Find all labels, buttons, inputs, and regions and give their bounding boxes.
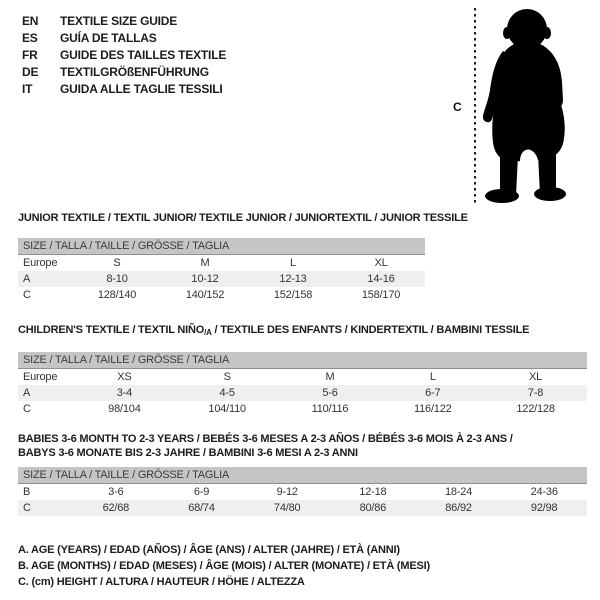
note-age-years: A. AGE (YEARS) / EDAD (AÑOS) / ÂGE (ANS) / ALTER (JAHRE) / ETÀ (ANNI) [18, 544, 400, 556]
table-cell: XL [374, 257, 388, 269]
table-cell: 122/128 [516, 403, 555, 415]
language-code: FR [22, 47, 38, 62]
table-cell: 80/86 [359, 502, 387, 514]
table-cell: 152/158 [273, 289, 313, 301]
language-list [22, 12, 226, 97]
language-code: DE [22, 64, 39, 79]
table-row [18, 271, 425, 287]
legend-notes [18, 542, 587, 590]
size-header-bar: SIZE / TALLA / TAILLE / GRÖSSE / TAGLIA [18, 352, 587, 369]
language-row-es [22, 29, 226, 46]
table-cell: 5-6 [322, 387, 338, 399]
table-cell: L [429, 371, 436, 383]
table-cell: S [113, 257, 121, 269]
language-row-it [22, 80, 226, 97]
children-section-title [18, 324, 587, 339]
table-cell: 18-24 [444, 486, 473, 498]
table-cell: XL [529, 371, 543, 383]
table-cell: 12-13 [279, 273, 307, 285]
baby-silhouette [478, 4, 590, 208]
children-table [18, 352, 587, 417]
language-code: IT [22, 81, 33, 96]
row-label: Europe [23, 257, 58, 269]
table-cell: 4-5 [219, 387, 235, 399]
language-title: GUIDE DES TAILLES TEXTILE [60, 47, 227, 62]
babies-table [18, 467, 587, 516]
language-title: GUÍA DE TALLAS [60, 30, 157, 45]
table-cell: 140/152 [185, 289, 225, 301]
table-cell: 86/92 [445, 502, 472, 514]
junior-section-title: JUNIOR TEXTILE / TEXTIL JUNIOR/ TEXTILE JUNIOR / JUNIORTEXTIL / JUNIOR TESSILE [18, 212, 468, 224]
size-tables [18, 212, 587, 590]
language-title: GUIDA ALLE TAGLIE TESSILI [60, 81, 223, 96]
height-figure [445, 0, 600, 215]
table-cell: 104/110 [208, 403, 246, 415]
table-cell: 6-7 [425, 387, 441, 399]
table-row [18, 369, 587, 385]
height-dotted-line [474, 8, 476, 206]
note-height-cm: C. (cm) HEIGHT / ALTURA / HAUTEUR / HÖHE / ALTEZZA [18, 576, 305, 588]
table-row [18, 287, 425, 303]
language-title: TEXTILGRÖßENFÜHRUNG [60, 64, 209, 79]
table-cell: 74/80 [273, 502, 301, 514]
table-cell: XS [117, 371, 132, 383]
table-cell: 68/74 [188, 502, 215, 514]
table-cell: 12-18 [359, 486, 387, 498]
language-title: TEXTILE SIZE GUIDE [60, 13, 178, 28]
table-row [18, 255, 425, 271]
table-cell: 7-8 [527, 387, 544, 399]
junior-table [18, 238, 425, 303]
table-cell: 116/122 [414, 403, 452, 415]
language-code: ES [22, 30, 38, 45]
table-row [18, 385, 587, 401]
note-age-months: B. AGE (MONTHS) / EDAD (MESES) / ÂGE (MOIS) / ALTER (MONATE) / ETÀ (MESI) [18, 560, 430, 572]
table-cell: M [200, 257, 210, 269]
table-cell: 9-12 [276, 486, 298, 498]
table-cell: S [223, 371, 231, 383]
table-cell: 92/98 [530, 502, 558, 514]
babies-section-title-line1: BABIES 3-6 MONTH TO 2-3 YEARS / BEBÉS 3-6 MESES A 2-3 AÑOS / BÉBÉS 3-6 MOIS À 2-3 ANS / [18, 433, 513, 445]
children-title-pre: CHILDREN'S TEXTILE / TEXTIL NIÑO [18, 324, 205, 336]
babies-section-title-line2: BABYS 3-6 MONATE BIS 2-3 JAHRE / BAMBINI 3-6 MESI A 2-3 ANNI [18, 447, 358, 459]
row-label: B [23, 486, 31, 498]
table-cell: 3-4 [116, 387, 133, 399]
table-cell: 62/68 [102, 502, 130, 514]
row-label: C [23, 403, 31, 415]
table-row [18, 500, 587, 516]
row-label: A [23, 387, 31, 399]
size-header-bar: SIZE / TALLA / TAILLE / GRÖSSE / TAGLIA [18, 467, 587, 484]
language-row-en [22, 12, 226, 29]
junior-section [18, 212, 587, 303]
row-label: Europe [23, 371, 58, 383]
table-row [18, 484, 587, 500]
table-cell: 24-36 [530, 486, 558, 498]
table-cell: 10-12 [191, 273, 219, 285]
language-row-fr [22, 46, 226, 63]
babies-section [18, 432, 587, 516]
table-cell: 14-16 [367, 273, 395, 285]
language-row-de [22, 63, 226, 80]
table-row [18, 401, 587, 417]
table-cell: 3-6 [108, 486, 124, 498]
height-label-c: C [453, 100, 462, 114]
table-cell: 8-10 [106, 273, 128, 285]
children-section [18, 324, 587, 417]
table-cell: 128/140 [97, 289, 137, 301]
table-cell: 158/170 [361, 289, 401, 301]
children-title-subscript: /A [204, 328, 212, 337]
table-cell: 98/104 [108, 403, 141, 415]
row-label: C [23, 289, 31, 301]
table-cell: M [325, 371, 335, 383]
children-title-post: / TEXTILE DES ENFANTS / KINDERTEXTIL / BAMBINI TESSILE [211, 324, 530, 336]
table-cell: L [290, 257, 296, 269]
row-label: A [23, 273, 31, 285]
row-label: C [23, 502, 31, 514]
language-code: EN [22, 13, 39, 28]
size-header-bar: SIZE / TALLA / TAILLE / GRÖSSE / TAGLIA [18, 238, 425, 255]
table-cell: 110/116 [311, 403, 349, 415]
table-cell: 6-9 [193, 486, 210, 498]
